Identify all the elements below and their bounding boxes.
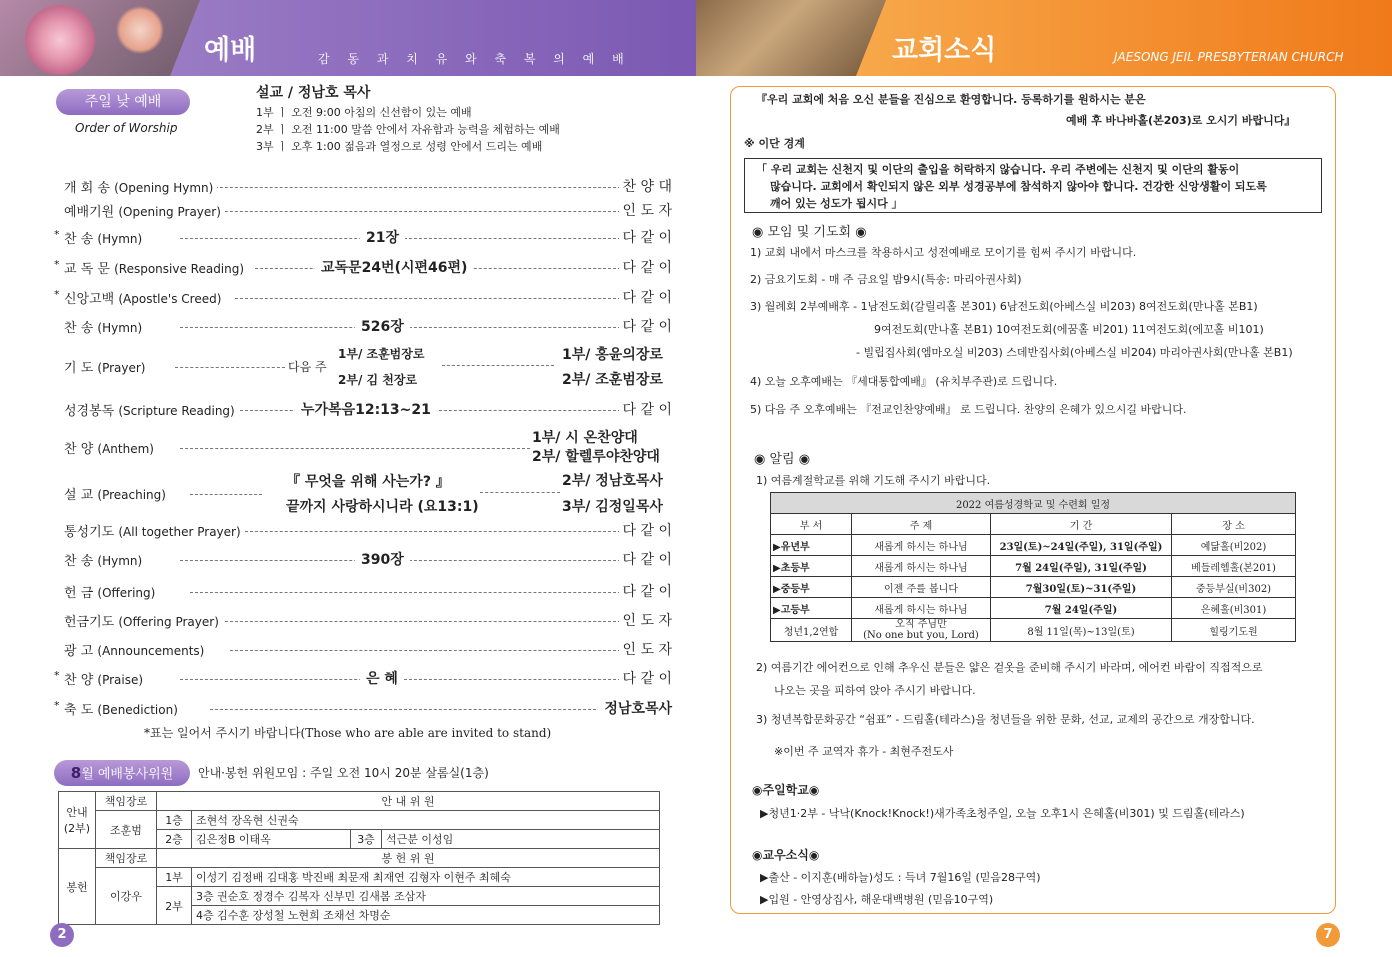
notice-2a: 2) 여름기간 에어컨으로 인해 추우신 분들은 얇은 겉옷을 준비해 주시기 바라며, 에어컨 바람이 직접적으로 xyxy=(756,661,1263,674)
anthem-r2: 2부/ 할렐루야찬양대 xyxy=(532,449,660,465)
flower-photo xyxy=(0,0,200,76)
meeting-3: 3) 월례회 2부예배후 - 1남전도회(갈릴리홀 본301) 6남전도회(아베스실 비203) 8여전도회(만나홀 본B1) xyxy=(750,300,1258,313)
service-2: 2부 ㅣ 오전 11:00 말씀 안에서 자유함과 능력을 체험하는 예배 xyxy=(256,123,560,136)
schedule-caption: 2022 여름성경학교 및 수련회 일정 xyxy=(771,493,1296,514)
order-row-benediction: * 축 도 (Benediction) 정남호목사 xyxy=(54,699,672,718)
prayer-p2: 2부/ 김 천장로 xyxy=(338,373,418,387)
meeting-1: 1) 교회 내에서 마스크를 착용하시고 성전예배로 모이기를 힘써 주시기 바랍니다. xyxy=(750,246,1137,259)
sunday-school-title: ◉주일학교◉ xyxy=(752,783,820,797)
worship-pill: 주일 낮 예배 xyxy=(56,89,190,115)
members-hospital: ▶입원 - 안영상집사, 해운대백병원 (믿음10구역) xyxy=(760,893,994,906)
schedule-row: ▶유년부 새롭게 하시는 하나님 23일(토)~24일(주일), 31일(주일) 예닮홀(비202) xyxy=(771,535,1296,556)
order-row-preaching: 설 교 (Preaching) xyxy=(60,484,676,506)
notice-3: 3) 청년복합문화공간 “쉼표” - 드림홀(테라스)을 청년들을 위한 문화, 선교, 교제의 공간으로 개장합니다. xyxy=(756,713,1255,726)
heresy-line-3: 깨어 있는 성도가 됩시다 」 xyxy=(770,197,903,210)
order-row-praise: * 찬 양 (Praise) 은 혜 다 같 이 xyxy=(54,669,672,688)
notice-1: 1) 여름계절학교를 위해 기도해 주시기 바랍니다. xyxy=(756,474,991,487)
prayer-dash xyxy=(442,365,554,366)
sunday-school-item: ▶청년1·2부 - 낙낙(Knock!Knock!)새가족초청주일, 오늘 오후1시 은혜홀(비301) 및 드림홀(테라스) xyxy=(760,807,1245,820)
left-header xyxy=(0,0,696,76)
welcome-line-1: 『우리 교회에 처음 오신 분들을 진심으로 환영합니다. 등록하기를 원하시는 분은 xyxy=(756,93,1146,106)
order-row-opening-prayer: 예배기원 (Opening Prayer) 인 도 자 xyxy=(60,201,676,223)
meeting-5: 5) 다음 주 오후예배는 『전교인찬양예배』 로 드립니다. 찬양의 은혜가 있으시길 바랍니다. xyxy=(750,403,1187,416)
page-number-left: 2 xyxy=(50,923,74,947)
order-row-opening-hymn: 개 회 송 (Opening Hymn) 찬 양 대 xyxy=(60,177,676,199)
order-row-creed: * 신앙고백 (Apostle's Creed) 다 같 이 xyxy=(54,288,672,307)
order-row-anthem: 찬 양 (Anthem) xyxy=(60,438,676,460)
anthem-r1: 1부/ 시 온찬양대 xyxy=(532,430,638,446)
heresy-title: ※ 이단 경계 xyxy=(744,137,805,150)
volunteers-pill: 8월 예배봉사위원 xyxy=(54,760,190,786)
sermon-title: 『 무엇을 위해 사는가? 』 xyxy=(286,474,450,490)
church-name: JAESONG JEIL PRESBYTERIAN CHURCH xyxy=(1114,50,1344,64)
order-row-scripture: 성경봉독 (Scripture Reading) 누가복음12:13~21 다 같 이 xyxy=(60,400,676,422)
schedule-row: ▶초등부 새롭게 하시는 하나님 7월 24일(주일), 31일(주일) 베들레헴홀(본201) xyxy=(771,556,1296,577)
volunteers-meeting: 안내·봉헌 위원모임 : 주일 오전 10시 20분 살롬실(1층) xyxy=(198,766,489,780)
heresy-line-1: 「 우리 교회는 신천지 및 이단의 출입을 허락하지 않습니다. 우리 주변에는 신천지 및 이단의 활동이 xyxy=(756,163,1240,176)
summer-schedule-table: 2022 여름성경학교 및 수련회 일정 부 서 주 제 기 간 장 소 ▶유년부 새롭게 하시는 하나님 23일(토)~24일(주일), 31일(주일) 예닮홀(비202) ▶초등부 새롭게 하시는 하나님 7월 24일(주일), 31일(주일) 베들레헴홀(본201) ▶중등부 이젠 주를 봅니다 7월30일(토)~31(주일) 중등부실(비302) ▶고등부 새롭게 하시는 하나님 7월 24일(주일) 은혜홀(비301) 청년1,2연합 오직 주님만 (No one but you, Lord) 8월 11일(목)~13일(토) 힐링기도원 xyxy=(770,492,1296,642)
members-title: ◉교우소식◉ xyxy=(752,848,820,862)
heresy-line-2: 많습니다. 교회에서 확인되지 않은 외부 성경공부에 참석하지 않아야 합니다. 건강한 신앙생활이 되도록 xyxy=(770,180,1267,193)
preaching-r1: 2부/ 정남호목사 xyxy=(562,473,663,489)
right-header-title: 교회소식 xyxy=(892,35,997,66)
meeting-title: ◉ 모임 및 기도회 ◉ xyxy=(752,225,867,240)
service-1: 1부 ㅣ 오전 9:00 아침의 신선함이 있는 예배 xyxy=(256,106,472,119)
volunteers-table: 안내 (2부) 책임장로 안 내 위 원 조훈범 1층 조현석 장옥현 신권숙 2층 김은정B 이태옥 3층 석근분 이성임 봉헌 책임장로 봉 헌 위 원 이강우 1부 이성기 김정배 김대홍 박진배 최문재 최재연 김형자 이현주 최혜숙 2부 3층 권순호 정경수 김복자 신부민 김새봄 조삼자 4층 김수훈 장성철 노현희 조채선 차명순 xyxy=(58,791,660,925)
schedule-row: ▶고등부 새롭게 하시는 하나님 7월 24일(주일) 은혜홀(비301) xyxy=(771,598,1296,619)
order-row-announcements: 광 고 (Announcements) 인 도 자 xyxy=(60,640,676,662)
guide-group-cell: 안내 (2부) xyxy=(59,792,96,849)
order-row-together-prayer: 통성기도 (All together Prayer) 다 같 이 xyxy=(60,521,676,543)
order-row-offering-prayer: 헌금기도 (Offering Prayer) 인 도 자 xyxy=(60,611,676,633)
order-row-hymn-3: 찬 송 (Hymn) 390장 다 같 이 xyxy=(60,550,676,572)
left-header-title: 예배 xyxy=(204,35,257,66)
welcome-line-2: 예배 후 바나바홀(본203)로 오시기 바랍니다』 xyxy=(1066,114,1296,127)
prayer-r1: 1부/ 홍윤의장로 xyxy=(562,347,663,363)
order-row-responsive-reading: * 교 독 문 (Responsive Reading) 교독문24번(시편46편) 다 같 이 xyxy=(54,258,672,277)
preaching-r2: 3부/ 김정일목사 xyxy=(562,499,663,515)
service-3: 3부 ㅣ 오후 1:00 젊음과 열정으로 성령 안에서 드리는 예배 xyxy=(256,140,543,153)
notice-extra: ※이번 주 교역자 휴가 - 최현주전도사 xyxy=(774,745,954,758)
right-page xyxy=(696,0,1392,957)
notice-title: ◉ 알림 ◉ xyxy=(754,452,811,467)
right-header xyxy=(696,0,1392,76)
meeting-3b: 9여전도회(만나홀 본B1) 10여전도회(에꿈홀 비201) 11여전도회(에꼬홀 비101) xyxy=(874,323,1264,336)
schedule-row: ▶중등부 이젠 주를 봅니다 7월30일(토)~31(주일) 중등부실(비302) xyxy=(771,577,1296,598)
preaching-dash xyxy=(480,492,560,493)
stand-note: *표는 일어서 주시기 바랍니다(Those who are able are invited to stand) xyxy=(144,726,552,740)
schedule-row: 청년1,2연합 오직 주님만 (No one but you, Lord) 8월 11일(목)~13일(토) 힐링기도원 xyxy=(771,619,1296,642)
prayer-next-week: 다음 주 xyxy=(288,360,327,374)
meeting-3c: - 빌립집사회(엠마오실 비203) 스데반집사회(아베스실 비204) 마리아권사회(만나홀 본B1) xyxy=(856,346,1293,359)
meeting-2: 2) 금요기도회 - 매 주 금요일 밤9시(특송: 마리아권사회) xyxy=(750,273,1022,286)
prayer-p1: 1부/ 조훈범장로 xyxy=(338,347,425,361)
sermon-subtitle: 끝까지 사랑하시니라 (요13:1) xyxy=(286,499,479,515)
members-birth: ▶출산 - 이지훈(배하늘)성도 : 득녀 7월16일 (믿음28구역) xyxy=(760,871,1041,884)
order-of-worship: Order of Worship xyxy=(75,121,178,135)
order-row-hymn-2: 찬 송 (Hymn) 526장 다 같 이 xyxy=(60,317,676,339)
notice-2b: 나오는 곳을 피하여 앉아 주시기 바랍니다. xyxy=(774,684,976,697)
order-row-offering: 헌 금 (Offering) 다 같 이 xyxy=(60,582,676,604)
sermon-heading: 설교 / 정남호 목사 xyxy=(256,85,371,101)
meeting-4: 4) 오늘 오후예배는 『세대통합예배』 (유치부주관)로 드립니다. xyxy=(750,375,1058,388)
left-header-subtitle: 감 동 과 치 유 와 축 복 의 예 배 xyxy=(318,52,631,66)
prayer-r2: 2부/ 조훈범장로 xyxy=(562,372,663,388)
order-row-hymn-1: * 찬 송 (Hymn) 21장 다 같 이 xyxy=(54,228,672,247)
order-row-prayer: 기 도 (Prayer) xyxy=(60,357,676,379)
page-number-right: 7 xyxy=(1316,923,1340,947)
